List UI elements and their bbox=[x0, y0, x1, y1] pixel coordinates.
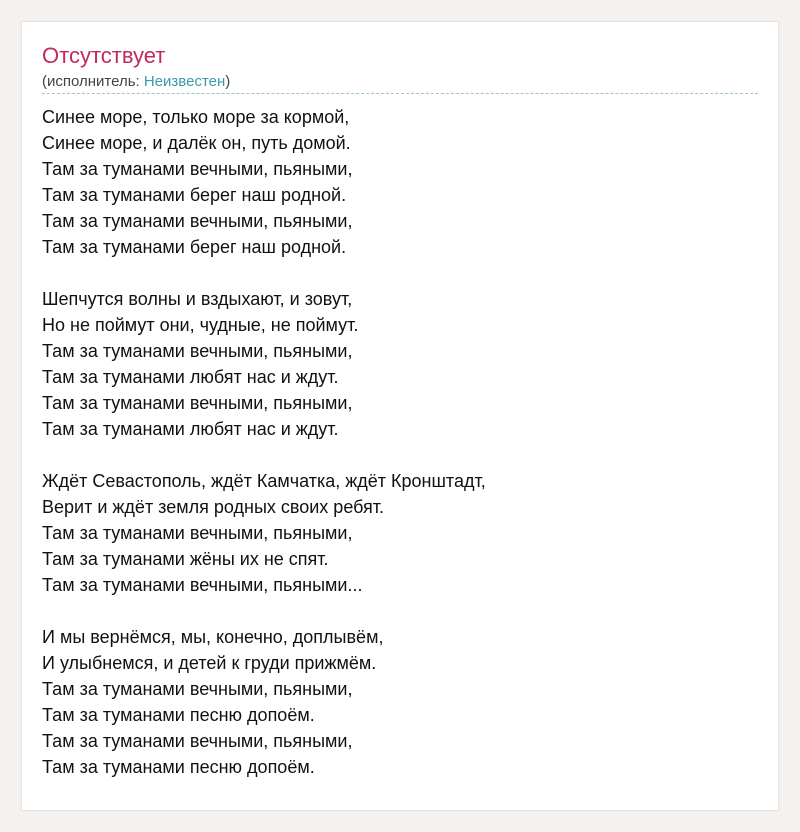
lyric-line: Там за туманами вечными, пьяными, bbox=[42, 679, 353, 699]
lyric-line: Там за туманами песню допоём. bbox=[42, 705, 315, 725]
song-title: Отсутствует bbox=[42, 43, 166, 68]
divider bbox=[42, 93, 758, 94]
lyric-line: Ждёт Севастополь, ждёт Камчатка, ждёт Кронштадт, bbox=[42, 471, 486, 491]
lyric-line: Там за туманами любят нас и ждут. bbox=[42, 367, 339, 387]
stanza bbox=[42, 104, 758, 260]
lyrics-body bbox=[42, 104, 758, 806]
artist-suffix: ) bbox=[225, 73, 231, 90]
lyric-line: Синее море, только море за кормой, bbox=[42, 107, 350, 127]
lyric-line: Там за туманами вечными, пьяными... bbox=[42, 575, 363, 595]
lyric-line: Там за туманами вечными, пьяными, bbox=[42, 211, 353, 231]
lyric-line: Там за туманами вечными, пьяными, bbox=[42, 523, 353, 543]
stanza bbox=[42, 468, 758, 598]
lyric-line: Там за туманами жёны их не спят. bbox=[42, 549, 329, 569]
artist-line bbox=[42, 72, 230, 92]
lyric-line: И мы вернёмся, мы, конечно, доплывём, bbox=[42, 627, 384, 647]
lyric-line: Там за туманами любят нас и ждут. bbox=[42, 419, 339, 439]
lyric-line: Там за туманами берег наш родной. bbox=[42, 237, 347, 257]
stanza bbox=[42, 624, 758, 780]
lyric-line: Там за туманами вечными, пьяными, bbox=[42, 731, 353, 751]
lyric-line: Верит и ждёт земля родных своих ребят. bbox=[42, 497, 385, 517]
lyric-line: Но не поймут они, чудные, не поймут. bbox=[42, 315, 359, 335]
lyrics-card bbox=[22, 22, 778, 810]
lyric-line: Там за туманами берег наш родной. bbox=[42, 185, 347, 205]
lyric-line: Там за туманами вечными, пьяными, bbox=[42, 159, 353, 179]
artist-prefix: (исполнитель: bbox=[42, 73, 144, 90]
lyric-line: Шепчутся волны и вздыхают, и зовут, bbox=[42, 289, 353, 309]
stanza bbox=[42, 286, 758, 442]
lyric-line: И улыбнемся, и детей к груди прижмём. bbox=[42, 653, 377, 673]
lyric-line: Синее море, и далёк он, путь домой. bbox=[42, 133, 351, 153]
lyric-line: Там за туманами песню допоём. bbox=[42, 757, 315, 777]
lyric-line: Там за туманами вечными, пьяными, bbox=[42, 341, 353, 361]
artist-link[interactable]: Неизвестен bbox=[143, 73, 226, 90]
lyric-line: Там за туманами вечными, пьяными, bbox=[42, 393, 353, 413]
